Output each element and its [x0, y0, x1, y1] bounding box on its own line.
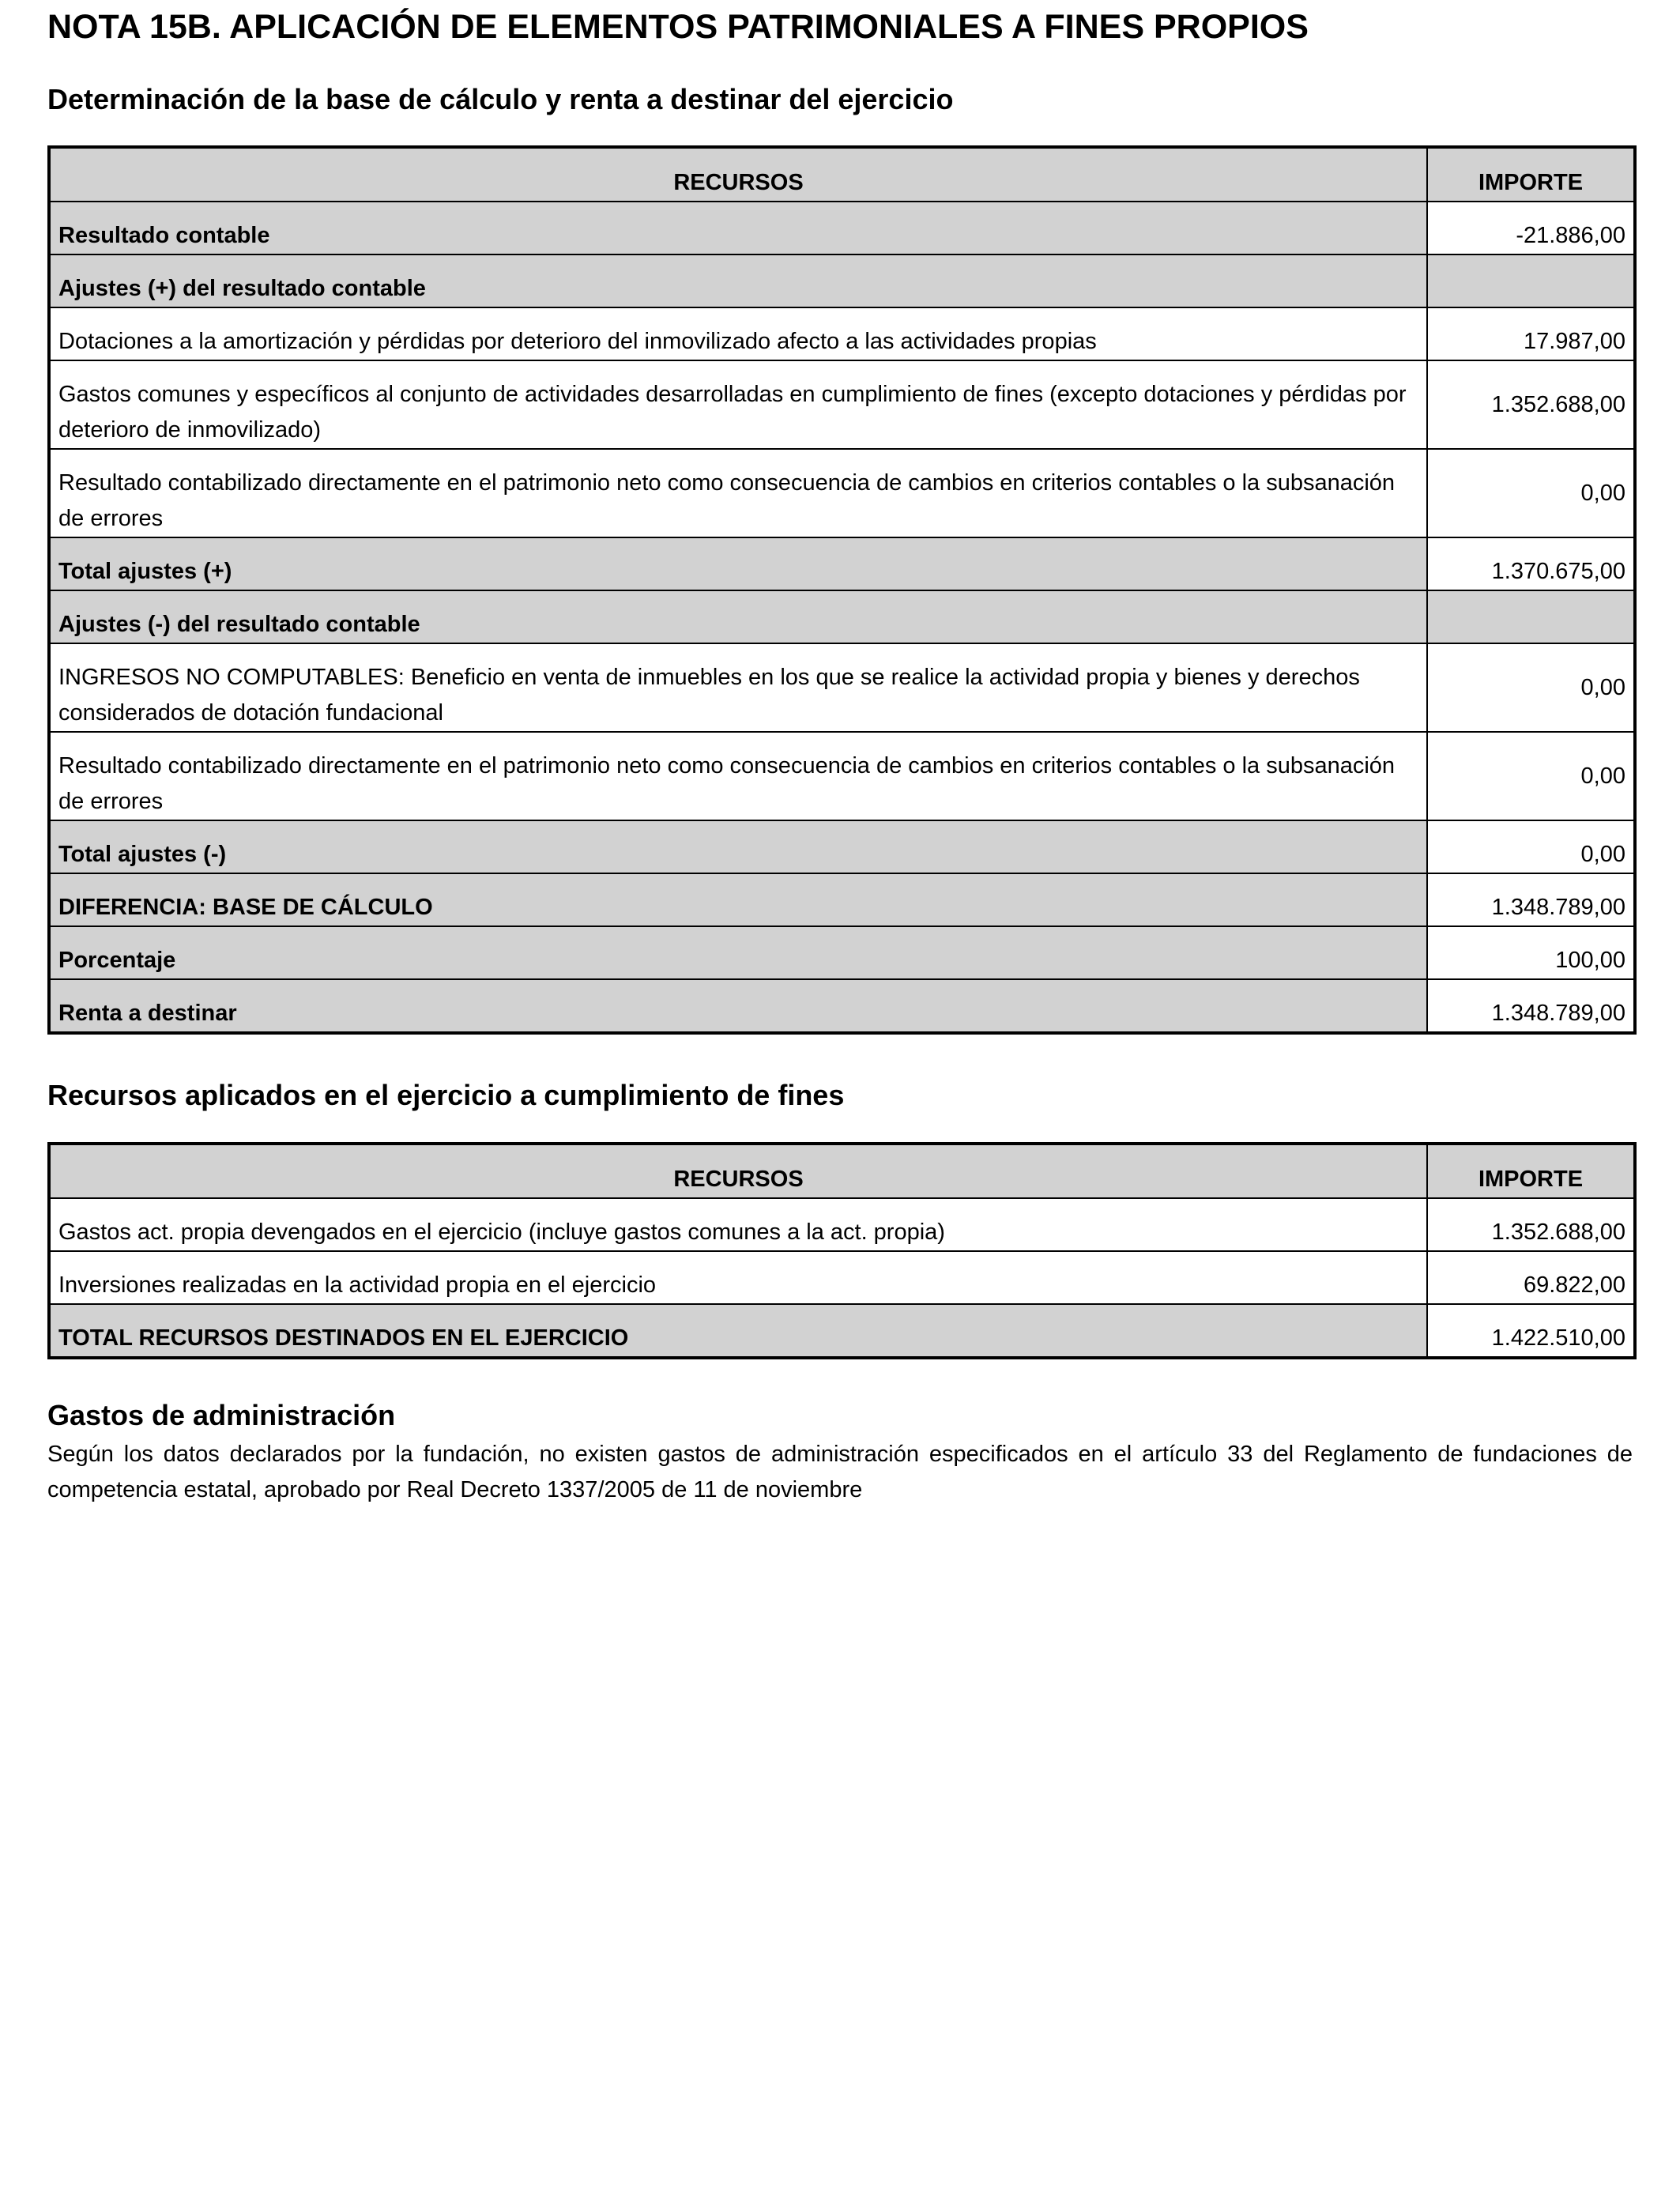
section-heading-gastos-administracion: Gastos de administración: [47, 1399, 396, 1431]
row-label: Resultado contabilizado directamente en el patrimonio neto como consecuencia de cambios en criterios contables o la subsanación de errores: [49, 732, 1427, 820]
column-header-recursos: RECURSOS: [49, 147, 1427, 202]
table-row: [49, 643, 1635, 732]
table-row: [49, 254, 1635, 307]
row-amount: 69.822,00: [1427, 1251, 1635, 1304]
row-amount: [1427, 590, 1635, 643]
table-row: [49, 732, 1635, 820]
table-row: [49, 202, 1635, 254]
table-row: [49, 590, 1635, 643]
page-title: NOTA 15B. APLICACIÓN DE ELEMENTOS PATRIMONIALES A FINES PROPIOS: [47, 8, 1309, 46]
row-label: Ajustes (+) del resultado contable: [49, 254, 1427, 307]
table-row: [49, 926, 1635, 979]
row-label: Total ajustes (-): [49, 820, 1427, 873]
row-label: Renta a destinar: [49, 979, 1427, 1033]
table-header-row: [49, 1144, 1635, 1198]
row-label: Total ajustes (+): [49, 537, 1427, 590]
column-header-importe: IMPORTE: [1427, 147, 1635, 202]
table-row: [49, 360, 1635, 449]
table-row: [49, 873, 1635, 926]
row-label: Inversiones realizadas en la actividad propia en el ejercicio: [49, 1251, 1427, 1304]
table-row: [49, 1251, 1635, 1304]
gastos-administracion-text: Según los datos declarados por la fundación, no existen gastos de administración especificados en el artículo 33 del Reglamento de fundaciones de competencia estatal, aprobado por Real Decreto 1337/2005 de 11 de noviembre: [47, 1442, 1633, 1502]
row-label: Porcentaje: [49, 926, 1427, 979]
section-heading-base-calculo: Determinación de la base de cálculo y renta a destinar del ejercicio: [47, 83, 954, 115]
section-heading-recursos-aplicados: Recursos aplicados en el ejercicio a cumplimiento de fines: [47, 1079, 845, 1111]
row-label: Resultado contable: [49, 202, 1427, 254]
row-label: TOTAL RECURSOS DESTINADOS EN EL EJERCICIO: [49, 1304, 1427, 1358]
row-amount: 17.987,00: [1427, 307, 1635, 360]
table-row: [49, 979, 1635, 1033]
table-row: [49, 537, 1635, 590]
row-amount: 0,00: [1427, 643, 1635, 732]
row-amount: 1.352.688,00: [1427, 1198, 1635, 1251]
table-row: [49, 820, 1635, 873]
row-amount: 0,00: [1427, 820, 1635, 873]
row-label: Dotaciones a la amortización y pérdidas por deterioro del inmovilizado afecto a las actividades propias: [49, 307, 1427, 360]
table-row: [49, 1304, 1635, 1358]
row-amount: -21.886,00: [1427, 202, 1635, 254]
table-row: [49, 449, 1635, 537]
recursos-aplicados-table: [47, 1142, 1637, 1359]
row-label: INGRESOS NO COMPUTABLES: Beneficio en venta de inmuebles en los que se realice la actividad propia y bienes y derechos considerados de dotación fundacional: [49, 643, 1427, 732]
row-amount: 100,00: [1427, 926, 1635, 979]
row-label: Gastos act. propia devengados en el ejercicio (incluye gastos comunes a la act. propia): [49, 1198, 1427, 1251]
row-amount: 1.348.789,00: [1427, 873, 1635, 926]
row-amount: 0,00: [1427, 732, 1635, 820]
base-calculo-table: [47, 145, 1637, 1035]
row-label: Ajustes (-) del resultado contable: [49, 590, 1427, 643]
row-amount: 1.352.688,00: [1427, 360, 1635, 449]
column-header-importe: IMPORTE: [1427, 1144, 1635, 1198]
row-amount: 1.422.510,00: [1427, 1304, 1635, 1358]
table-header-row: [49, 147, 1635, 202]
table-row: [49, 307, 1635, 360]
row-amount: [1427, 254, 1635, 307]
table-row: [49, 1198, 1635, 1251]
row-amount: 1.370.675,00: [1427, 537, 1635, 590]
row-label: Resultado contabilizado directamente en el patrimonio neto como consecuencia de cambios en criterios contables o la subsanación de errores: [49, 449, 1427, 537]
row-amount: 0,00: [1427, 449, 1635, 537]
row-label: Gastos comunes y específicos al conjunto de actividades desarrolladas en cumplimiento de fines (excepto dotaciones y pérdidas por deterioro de inmovilizado): [49, 360, 1427, 449]
column-header-recursos: RECURSOS: [49, 1144, 1427, 1198]
row-label: DIFERENCIA: BASE DE CÁLCULO: [49, 873, 1427, 926]
row-amount: 1.348.789,00: [1427, 979, 1635, 1033]
